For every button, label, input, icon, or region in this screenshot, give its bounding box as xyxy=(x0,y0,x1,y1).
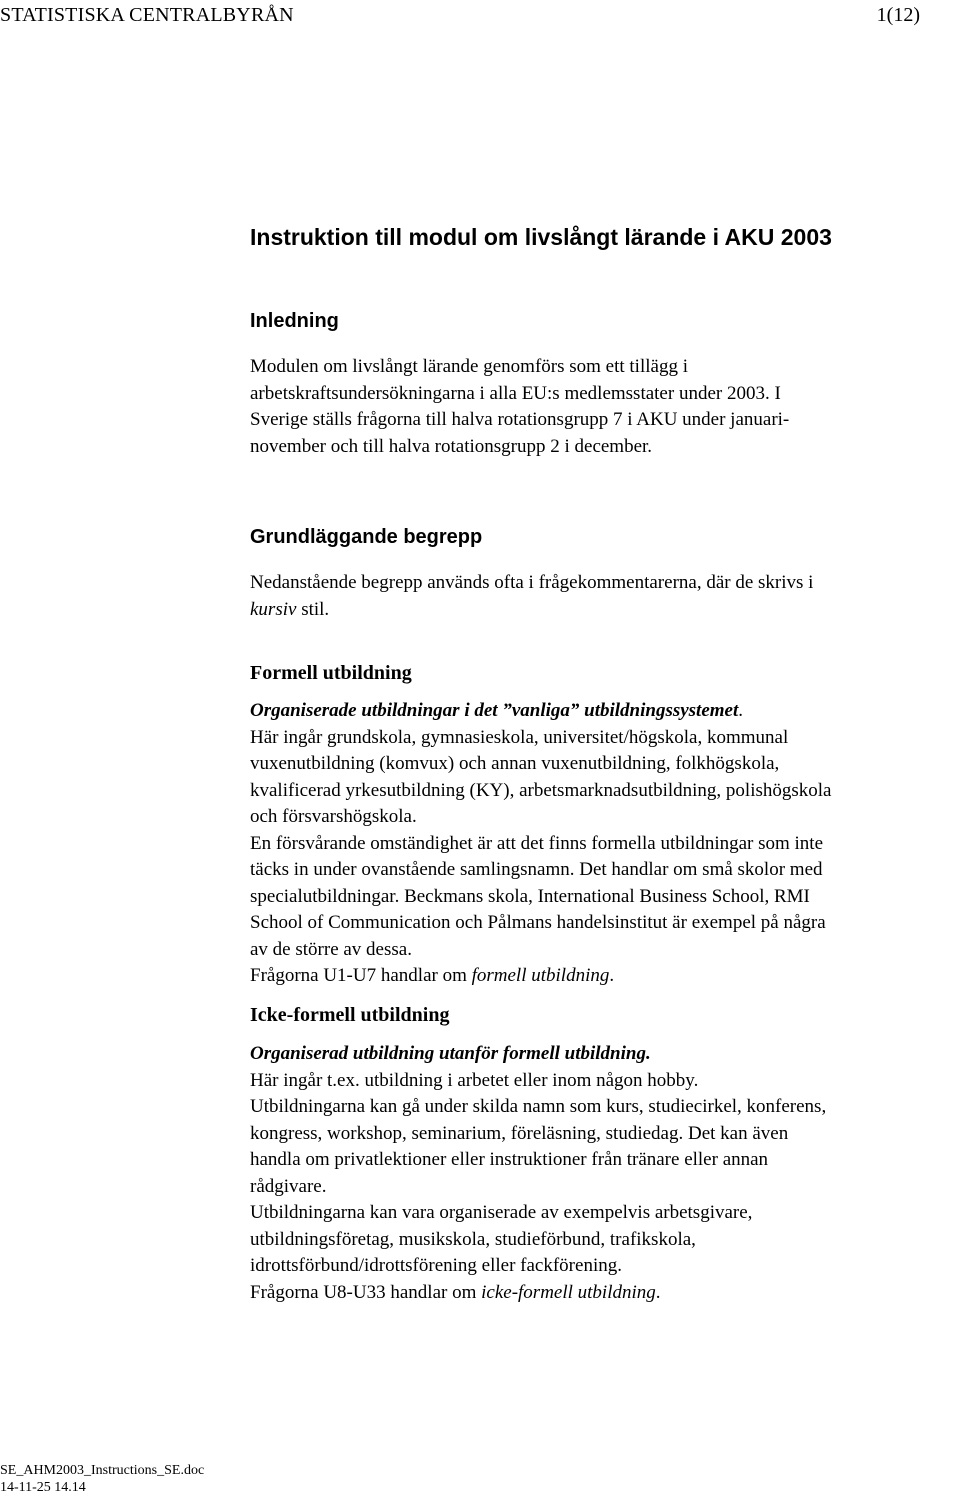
text-line: Här ingår t.ex. utbildning i arbetet eller inom någon hobby. xyxy=(250,1069,699,1091)
text-line: Modulen om livslångt lärande genomförs som ett tillägg i xyxy=(250,356,688,377)
footer-date: 14-11-25 14.14 xyxy=(0,1480,86,1495)
text-line: idrottsförbund/idrottsförening eller fackförening. xyxy=(250,1255,622,1276)
text-line: november och till halva rotationsgrupp 2 i december. xyxy=(250,435,653,457)
italic-term: formell utbildning xyxy=(471,965,610,986)
document-title: Instruktion till modul om livslångt lärande i AKU 2003 xyxy=(250,224,832,250)
header-organization: STATISTISKA CENTRALBYRÅN xyxy=(0,4,294,26)
text-line: En försvårande omständighet är att det finns formella utbildningar som inte xyxy=(250,832,824,854)
text-line: Utbildningarna kan gå under skilda namn som kurs, studiecirkel, konferens, xyxy=(250,1096,827,1117)
text-fragment: stil. xyxy=(296,598,330,620)
text-line: av de större av dessa. xyxy=(250,938,412,960)
text-line: Här ingår grundskola, gymnasieskola, universitet/högskola, kommunal xyxy=(250,726,789,748)
text-line: specialutbildningar. Beckmans skola, International Business School, RMI xyxy=(250,885,810,907)
inledning-paragraph xyxy=(250,354,950,460)
text-line: School of Communication och Pålmans handelsinstitut är exempel på några xyxy=(250,912,826,933)
text-fragment: . xyxy=(609,965,615,986)
text-fragment: . xyxy=(738,700,744,721)
definition-line xyxy=(250,698,950,725)
text-fragment: . xyxy=(655,1281,661,1303)
section-heading-icke-formell-utbildning: Icke-formell utbildning xyxy=(250,1004,450,1026)
text-line: handla om privatlektioner eller instruktioner från tränare eller annan xyxy=(250,1149,769,1170)
text-line: täcks in under ovanstående samlingsnamn. Det handlar om små skolor med xyxy=(250,859,823,880)
text-fragment: Frågorna U8-U33 handlar om xyxy=(250,1281,482,1303)
text-line: kvalificerad yrkesutbildning (KY), arbetsmarknadsutbildning, polishögskola xyxy=(250,779,832,801)
text-line: arbetskraftsundersökningarna i alla EU:s medlemsstater under 2003. I xyxy=(250,382,781,404)
text-line: rådgivare. xyxy=(250,1175,327,1197)
icke-formell-paragraph xyxy=(250,1041,950,1306)
icke-formell-definition: Organiserad utbildning utanför formell utbildning. xyxy=(250,1043,651,1064)
text-line: och försvarshögskola. xyxy=(250,806,417,827)
italic-term: kursiv xyxy=(250,598,297,620)
text-line: kongress, workshop, seminarium, föreläsning, studiedag. Det kan även xyxy=(250,1122,789,1144)
text-line: Utbildningarna kan vara organiserade av exempelvis arbetsgivare, xyxy=(250,1202,753,1223)
text-line: vuxenutbildning (komvux) och annan vuxenutbildning, folkhögskola, xyxy=(250,753,780,774)
section-heading-inledning: Inledning xyxy=(250,310,339,332)
section-heading-formell-utbildning: Formell utbildning xyxy=(250,662,412,684)
text-line: Nedanstående begrepp används ofta i frågekommentarerna, där de skrivs i xyxy=(250,572,814,593)
formell-paragraph xyxy=(250,698,950,990)
questions-line xyxy=(250,963,950,990)
text-line xyxy=(250,597,950,624)
formell-definition: Organiserade utbildningar i det ”vanliga” utbildningssystemet xyxy=(250,700,739,721)
questions-line xyxy=(250,1280,950,1307)
italic-term: icke-formell utbildning xyxy=(481,1281,656,1303)
text-line: utbildningsföretag, musikskola, studieförbund, trafikskola, xyxy=(250,1228,696,1250)
text-fragment: Frågorna U1-U7 handlar om xyxy=(250,965,472,986)
page-number: 1(12) xyxy=(876,4,920,26)
footer-filename: SE_AHM2003_Instructions_SE.doc xyxy=(0,1463,205,1478)
grund-paragraph xyxy=(250,570,950,623)
text-line: Sverige ställs frågorna till halva rotationsgrupp 7 i AKU under januari- xyxy=(250,409,790,430)
section-heading-grundlaggande-begrepp: Grundläggande begrepp xyxy=(250,526,483,548)
footer xyxy=(0,1462,204,1496)
